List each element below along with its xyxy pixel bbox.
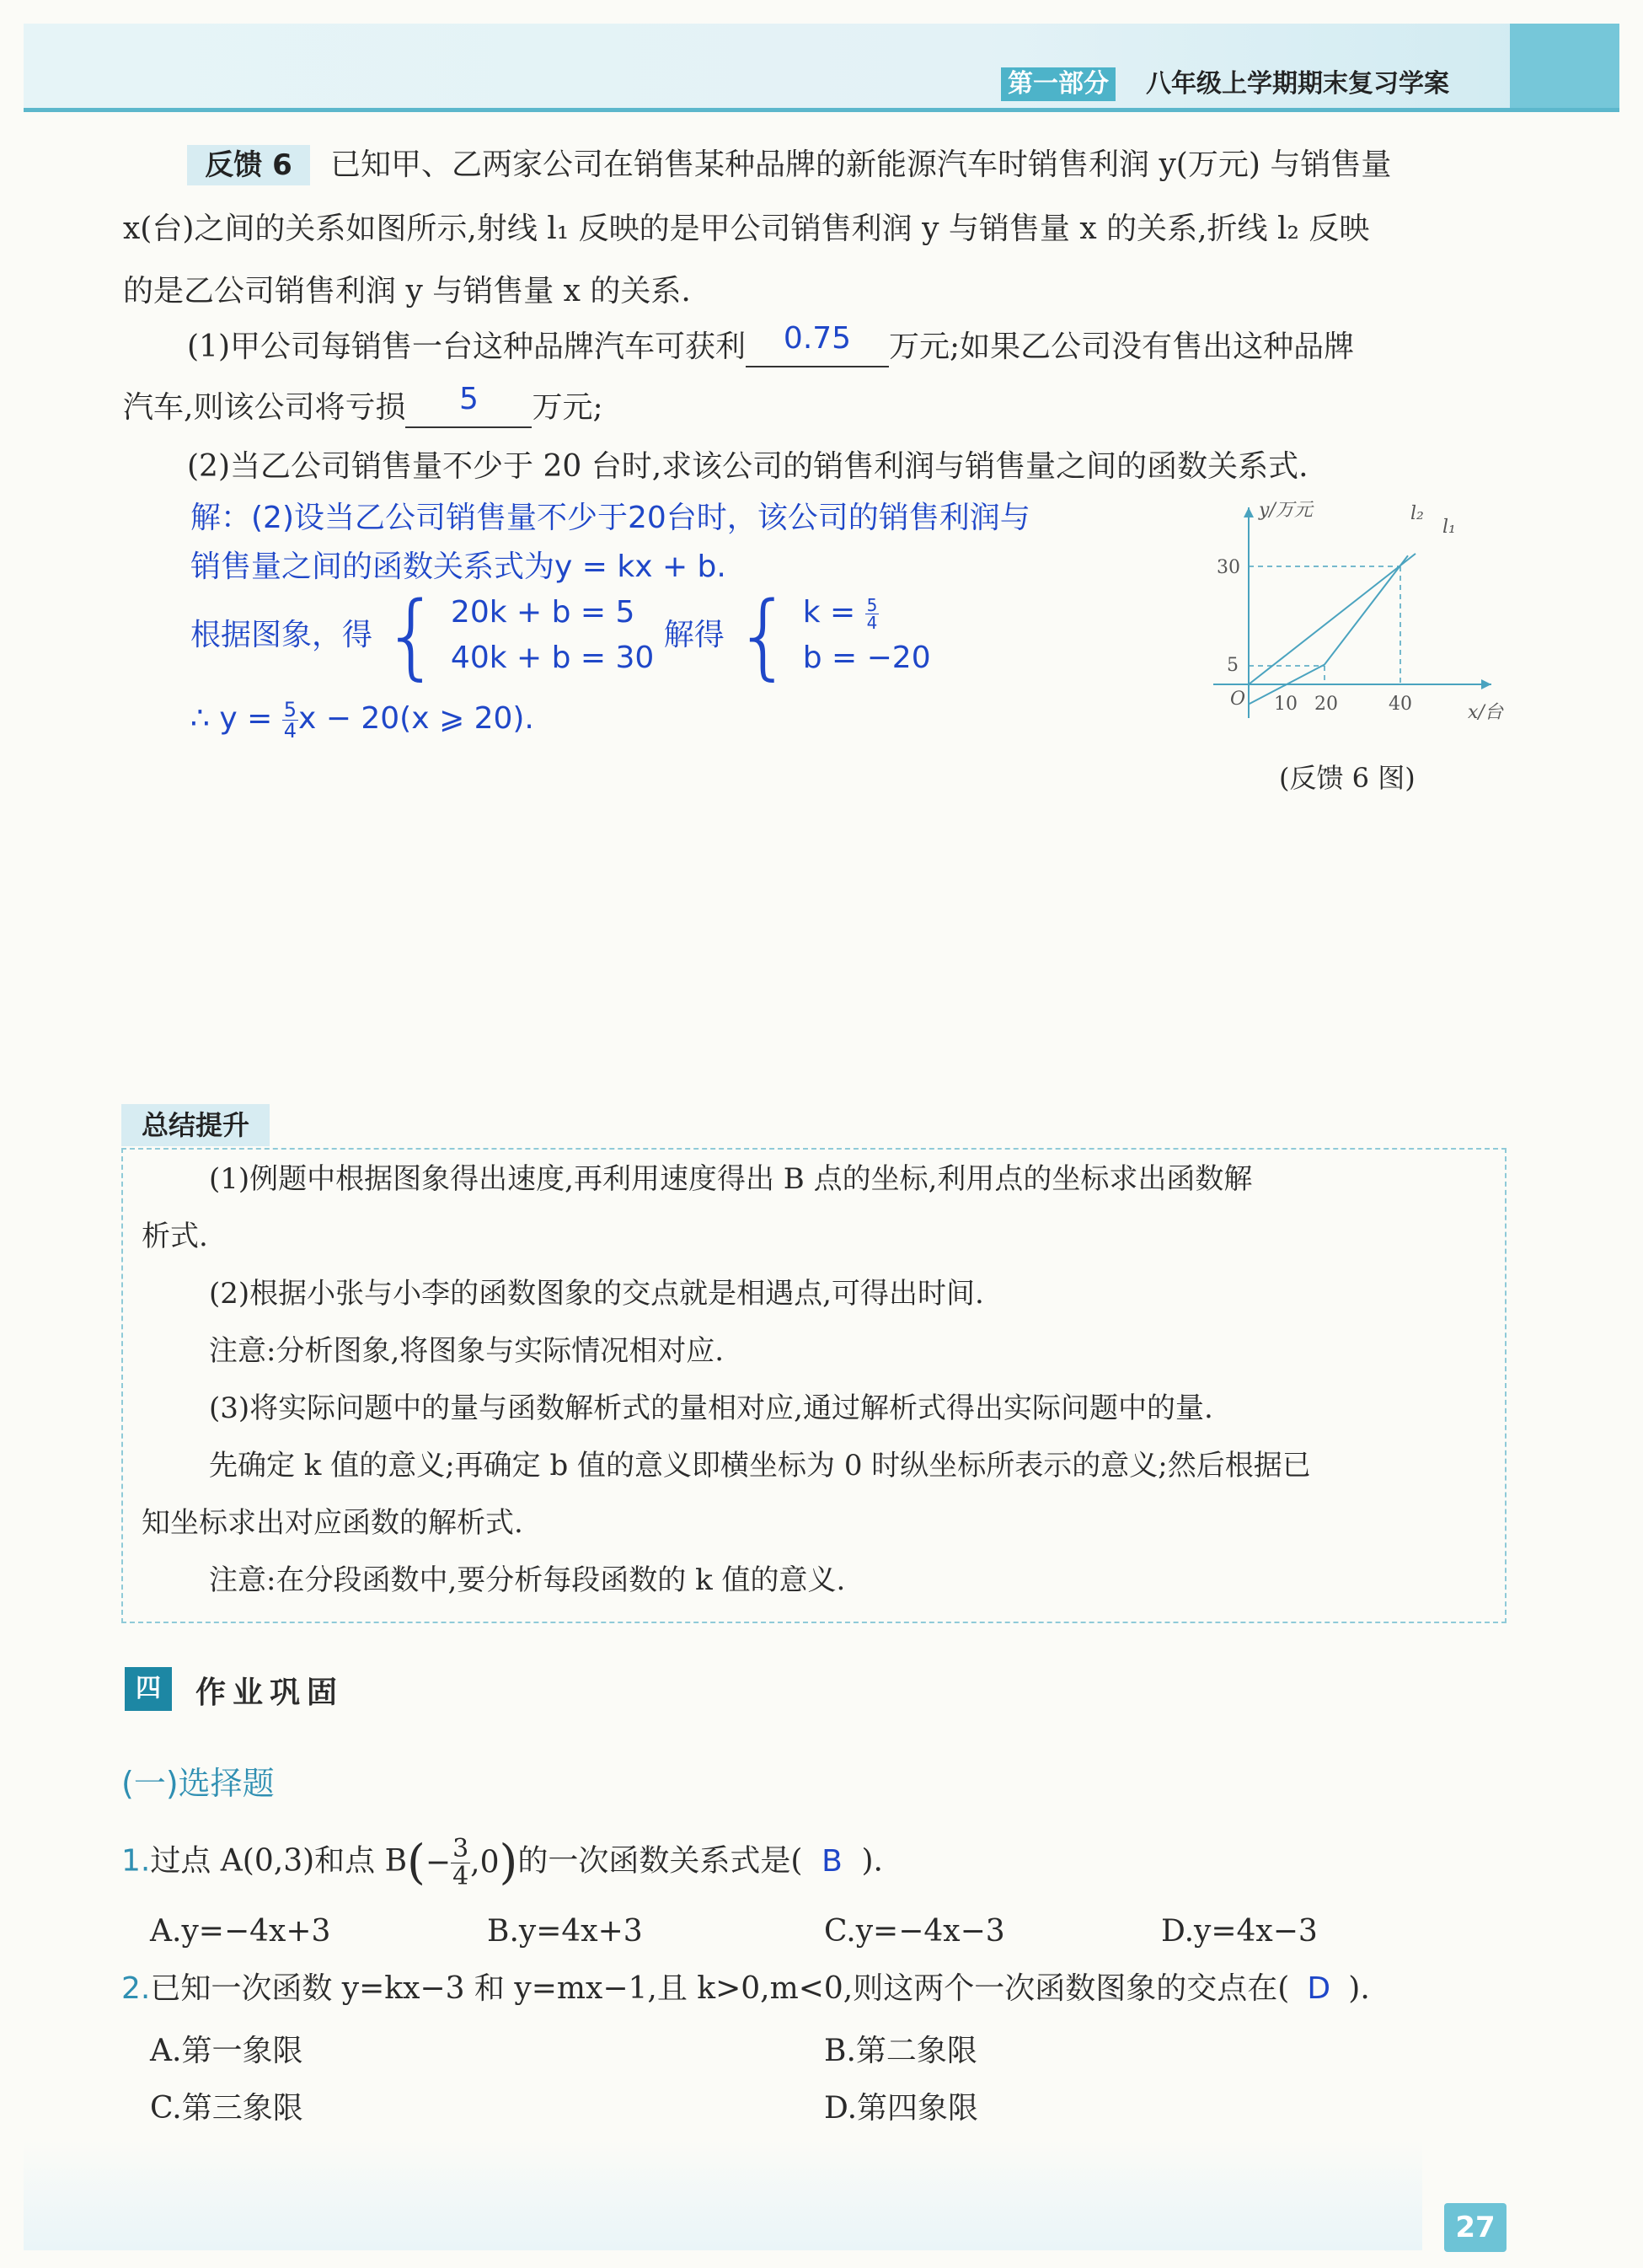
solution-line-4-prefix: ∴ y =	[190, 701, 273, 736]
summary-line-4: 注意:分析图象,将图象与实际情况相对应.	[209, 1334, 725, 1368]
q1-option-a: A.y=−4x+3	[150, 1914, 331, 1949]
answer-1: 0.75	[783, 321, 852, 356]
result-b: b = −20	[802, 641, 931, 675]
feedback-line-3: 的是乙公司销售利润 y 与销售量 x 的关系.	[123, 274, 691, 308]
multiple-choice-subtitle: (一)选择题	[121, 1765, 275, 1802]
solution-line-4-suffix: x − 20(x ⩾ 20).	[298, 701, 534, 736]
coord-zero: ,0	[470, 1845, 500, 1880]
answer-blank-1	[746, 321, 889, 367]
question-choice-2	[121, 1969, 1370, 2009]
figure-caption: (反馈 6 图)	[1279, 762, 1416, 794]
brace-left-1: {	[382, 582, 442, 689]
question-1-line-1	[187, 321, 1355, 367]
question-1-text-d: 万元;	[532, 390, 603, 425]
question-1-line-2	[123, 382, 603, 428]
q2-option-d: D.第四象限	[824, 2091, 979, 2126]
feedback-line-2: x(台)之间的关系如图所示,射线 l₁ 反映的是甲公司销售利润 y 与销售量 x 的关系,折线 l₂ 反映	[123, 212, 1370, 246]
question-1-text-a: (1)甲公司每销售一台这种品牌汽车可获利	[187, 330, 746, 364]
series-l1-line	[1249, 554, 1416, 684]
solution-line-4	[190, 698, 534, 741]
summary-line-5: (3)将实际问题中的量与函数解析式的量相对应,通过解析式得出实际问题中的量.	[209, 1391, 1213, 1425]
q2-option-a: A.第一象限	[150, 2034, 303, 2068]
x-tick-20: 20	[1314, 694, 1338, 715]
question-1-fraction-numerator: 3	[452, 1834, 469, 1863]
question-1-stem-b: 的一次函数关系式是(	[517, 1843, 803, 1879]
origin-label: O	[1230, 689, 1246, 710]
solution-system	[190, 582, 931, 689]
solution-fraction-numerator: 5	[283, 697, 297, 721]
question-1-text-c: 汽车,则该公司将亏损	[123, 390, 406, 425]
footer-decoration	[24, 2141, 1422, 2250]
y-axis-label: y/万元	[1259, 500, 1313, 521]
q2-option-b: B.第二象限	[824, 2034, 977, 2068]
homework-section-icon: 四	[125, 1667, 172, 1711]
solution-line-3-prefix: 根据图象，得	[190, 618, 373, 652]
solution-line-1: 解：(2)设当乙公司销售量不少于20台时，该公司的销售利润与	[190, 501, 1030, 535]
result-k-left: k =	[802, 595, 856, 630]
question-1-answer: B	[822, 1843, 843, 1879]
result-k-fraction	[865, 594, 880, 633]
answer-2: 5	[459, 382, 479, 416]
x-tick-40: 40	[1389, 694, 1412, 715]
q1-option-d: D.y=4x−3	[1161, 1914, 1318, 1949]
question-2: (2)当乙公司销售量不少于 20 台时,求该公司的销售利润与销售量之间的函数关系式.	[187, 449, 1309, 484]
y-tick-5: 5	[1227, 655, 1239, 676]
brace-left-2: {	[734, 582, 794, 689]
feedback-tag: 反馈 6	[187, 145, 310, 185]
question-1-stem-a: 过点 A(0,3)和点 B	[150, 1843, 408, 1879]
result-k-denominator: 4	[866, 612, 878, 633]
question-choice-1	[121, 1836, 883, 1890]
question-2-number: 2.	[121, 1971, 151, 2006]
solution-fraction-denominator: 4	[283, 718, 297, 743]
question-2-stem-a: 已知一次函数 y=kx−3 和 y=mx−1,且 k>0,m<0,则这两个一次函数图象的交点在(	[150, 1971, 1290, 2006]
result-k	[803, 590, 931, 635]
question-1-text-b: 万元;如果乙公司没有售出这种品牌	[889, 330, 1355, 364]
solution-results	[803, 590, 931, 681]
paren-close: )	[499, 1835, 518, 1890]
feedback-line-1: 已知甲、乙两家公司在销售某种品牌的新能源汽车时销售利润 y(万元) 与销售量	[330, 147, 1392, 182]
question-1-number: 1.	[121, 1843, 151, 1879]
summary-line-8: 注意:在分段函数中,要分析每段函数的 k 值的意义.	[209, 1563, 846, 1597]
question-2-stem-b: ).	[1348, 1971, 1370, 2006]
question-1-fraction	[451, 1836, 470, 1890]
paren-open: (	[407, 1835, 425, 1890]
feedback-6-graph	[1205, 497, 1508, 733]
minus-sign: −	[425, 1845, 452, 1880]
summary-line-3: (2)根据小张与小李的函数图象的交点就是相遇点,可得出时间.	[209, 1277, 984, 1311]
q1-option-c: C.y=−4x−3	[824, 1914, 1005, 1949]
section-tag: 第一部分	[1001, 67, 1116, 101]
question-2-answer: D	[1307, 1971, 1331, 2006]
line-l2-label: l₂	[1410, 503, 1424, 524]
line-l1-label: l₁	[1442, 517, 1456, 538]
summary-line-2: 析式.	[142, 1220, 208, 1253]
question-1-fraction-denominator: 4	[452, 1862, 469, 1891]
solution-line-4-fraction	[282, 697, 298, 743]
y-tick-30: 30	[1217, 557, 1240, 578]
solve-label: 解得	[663, 618, 725, 652]
equation-system	[451, 590, 654, 681]
x-tick-10: 10	[1274, 694, 1298, 715]
summary-line-1: (1)例题中根据图象得出速度,再利用速度得出 B 点的坐标,利用点的坐标求出函数解	[209, 1162, 1253, 1196]
answer-blank-2	[405, 382, 532, 428]
homework-title: 作业巩固	[195, 1676, 345, 1710]
summary-box	[121, 1148, 1507, 1623]
q1-option-b: B.y=4x+3	[487, 1914, 643, 1949]
solution-line-2: 销售量之间的函数关系式为y = kx + b.	[190, 550, 726, 584]
header-corner-decoration	[1510, 24, 1619, 108]
equation-2: 40k + b = 30	[450, 641, 655, 675]
result-k-numerator: 5	[866, 594, 878, 615]
x-axis-label: x/台	[1468, 702, 1503, 723]
equation-1: 20k + b = 5	[450, 595, 635, 630]
summary-line-7: 知坐标求出对应函数的解析式.	[142, 1506, 523, 1540]
q2-option-c: C.第三象限	[150, 2091, 303, 2126]
summary-tag: 总结提升	[121, 1104, 270, 1146]
page-number: 27	[1444, 2203, 1507, 2252]
page-header-title: 八年级上学期期末复习学案	[1146, 69, 1449, 99]
question-1-stem-c: ).	[861, 1843, 883, 1879]
summary-line-6: 先确定 k 值的意义;再确定 b 值的意义即横坐标为 0 时纵坐标所表示的意义;然后根据已	[209, 1449, 1311, 1483]
